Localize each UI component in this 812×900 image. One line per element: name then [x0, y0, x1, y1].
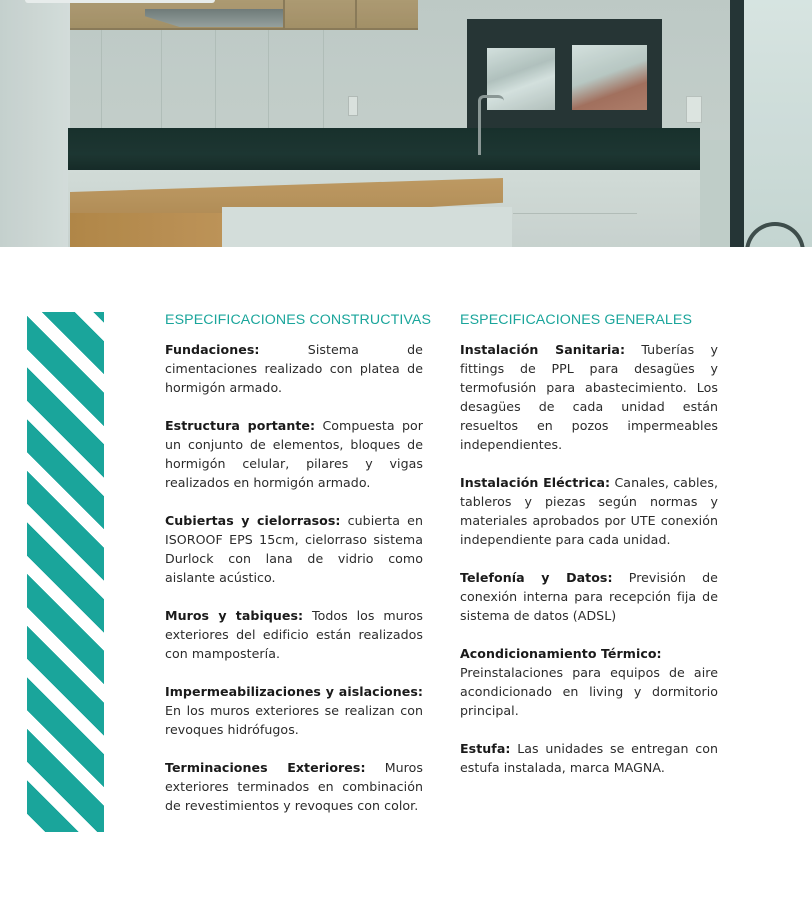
decorative-stripes — [27, 312, 104, 832]
spec-text: En los muros exteriores se realizan con revoques hidrófugos. — [165, 703, 423, 737]
spec-label: Terminaciones Exteriores: — [165, 760, 366, 775]
spec-item — [165, 758, 423, 815]
section-heading: ESPECIFICACIONES GENERALES — [460, 312, 693, 328]
general-specs-column — [460, 311, 718, 796]
spec-label: Acondicionamiento Térmico: — [460, 646, 662, 661]
spec-label: Cubiertas y cielorrasos: — [165, 513, 341, 528]
spec-text: Previsión de conexión interna para recepción fija de sistema de datos (ADSL) — [460, 570, 718, 623]
spec-text: cubierta en ISOROOF EPS 15cm, cielorraso sistema Durlock con lana de vidrio como aislante acústico. — [165, 513, 423, 585]
spec-text: Todos los muros exteriores del edificio están realizados con mampostería. — [165, 608, 423, 661]
spec-text: Compuesta por un conjunto de elementos, bloques de hormigón celular, pilares y vigas realizados en hormigón armado. — [165, 418, 423, 490]
spec-text: Canales, cables, tableros y piezas según normas y materiales aprobados por UTE conexión independiente para cada unidad. — [460, 475, 718, 547]
spec-item — [165, 606, 423, 663]
spec-text: Tuberías y fittings de PPL para desagües y termofusión para abastecimiento. Los desagües de cada unidad están resueltos en pozos impermeables independientes. — [460, 342, 718, 452]
spec-item — [165, 682, 423, 739]
spec-label: Instalación Sanitaria: — [460, 342, 626, 357]
spec-item — [460, 473, 718, 549]
spec-text: Las unidades se entregan con estufa instalada, marca MAGNA. — [460, 741, 718, 775]
spec-item — [460, 340, 718, 454]
constructive-specs-column — [165, 311, 432, 834]
spec-label: Estufa: — [460, 741, 511, 756]
spec-label: Telefonía y Datos: — [460, 570, 613, 585]
spec-item — [165, 416, 423, 492]
spec-item — [460, 568, 718, 625]
hero-kitchen-photo — [0, 0, 812, 247]
spec-label: Impermeabilizaciones y aislaciones: — [165, 684, 423, 699]
spec-label: Fundaciones: — [165, 342, 260, 357]
spec-text: Preinstalaciones para equipos de aire acondicionado en living y dormitorio principal. — [460, 665, 718, 718]
photo-tint — [0, 0, 812, 247]
spec-label: Muros y tabiques: — [165, 608, 304, 623]
spec-text: Muros exteriores terminados en combinación de revestimientos y revoques con color. — [165, 760, 423, 813]
spec-text: Sistema de cimentaciones realizado con platea de hormigón armado. — [165, 342, 423, 395]
spec-item — [165, 511, 423, 587]
spec-item — [460, 644, 718, 720]
section-heading: ESPECIFICACIONES CONSTRUCTIVAS — [165, 312, 432, 328]
spec-item — [460, 739, 718, 777]
spec-item — [165, 340, 423, 397]
spec-label: Estructura portante: — [165, 418, 316, 433]
spec-label: Instalación Eléctrica: — [460, 475, 611, 490]
